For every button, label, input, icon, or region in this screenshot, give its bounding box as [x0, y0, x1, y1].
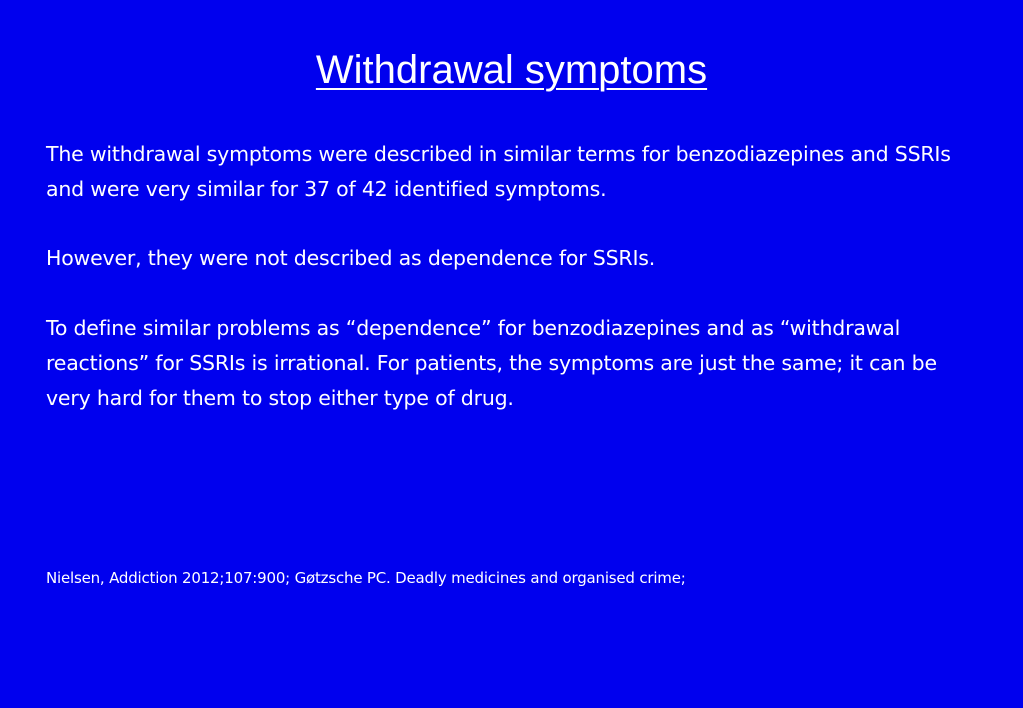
slide-title: Withdrawal symptoms	[315, 48, 708, 92]
paragraph-dependence-note: However, they were not described as dependence for SSRIs.	[46, 246, 656, 270]
paragraph-withdrawal-description: The withdrawal symptoms were described in similar terms for benzodiazepines and SSRIs and were very similar for 37 of 42 identified symptoms.	[46, 142, 951, 201]
citation-reference: Nielsen, Addiction 2012;107:900; Gøtzsche PC. Deadly medicines and organised crime;	[46, 569, 686, 587]
paragraph-irrational-definition: To define similar problems as “dependence” for benzodiazepines and as “withdrawal reactions” for SSRIs is irrational. For patients, the symptoms are just the same; it can be very hard for them to stop either type of drug.	[46, 316, 937, 410]
